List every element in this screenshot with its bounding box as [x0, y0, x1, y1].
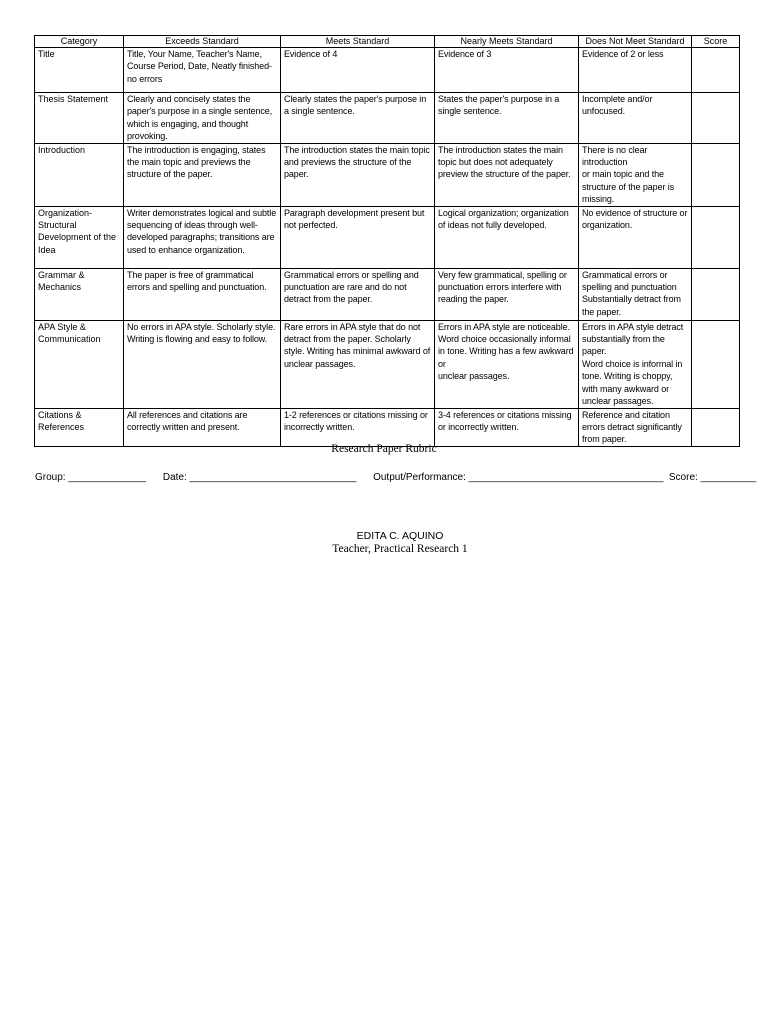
score-cell — [692, 206, 740, 268]
does-not-meet-cell: Errors in APA style detract substantially from the paper. Word choice is informal in tone. Writing is choppy, with many awkward or unclear passages. — [579, 320, 692, 408]
category-cell: Citations & References — [35, 408, 124, 446]
exceeds-cell: All references and citations are correctly written and present. — [124, 408, 281, 446]
form-fill-line: Group: ______________ Date: ______________________________ Output/Performance: ___________________________________ Score: __________ — [35, 472, 757, 483]
does-not-meet-cell: There is no clear introduction or main topic and the structure of the paper is missing. — [579, 143, 692, 206]
exceeds-cell: No errors in APA style. Scholarly style. Writing is flowing and easy to follow. — [124, 320, 281, 408]
nearly-meets-cell: Logical organization; organization of ideas not fully developed. — [435, 206, 579, 268]
meets-cell: Grammatical errors or spelling and punctuation are rare and do not detract from the paper. — [281, 268, 435, 320]
meets-cell: Clearly states the paper's purpose in a single sentence. — [281, 93, 435, 144]
header-exceeds-standard: Exceeds Standard — [124, 36, 281, 48]
category-cell: Grammar & Mechanics — [35, 268, 124, 320]
signatory-title: Teacher, Practical Research 1 — [332, 543, 468, 555]
category-cell: Thesis Statement — [35, 93, 124, 144]
meets-cell: 1-2 references or citations missing or incorrectly written. — [281, 408, 435, 446]
exceeds-cell: Title, Your Name, Teacher's Name, Course Period, Date, Neatly finished- no errors — [124, 48, 281, 93]
category-cell: APA Style & Communication — [35, 320, 124, 408]
header-meets-standard: Meets Standard — [281, 36, 435, 48]
exceeds-cell: Clearly and concisely states the paper's purpose in a single sentence, which is engaging, and thought provoking. — [124, 93, 281, 144]
exceeds-cell: Writer demonstrates logical and subtle sequencing of ideas through well-developed paragraphs; transitions are used to enhance organization. — [124, 206, 281, 268]
rubric-row-introduction — [35, 143, 740, 206]
score-cell — [692, 93, 740, 144]
nearly-meets-cell: The introduction states the main topic but does not adequately preview the structure of the paper. — [435, 143, 579, 206]
nearly-meets-cell: States the paper's purpose in a single sentence. — [435, 93, 579, 144]
rubric-header-row — [35, 36, 740, 48]
header-nearly-meets-standard: Nearly Meets Standard — [435, 36, 579, 48]
category-cell: Organization-Structural Development of the Idea — [35, 206, 124, 268]
score-cell — [692, 143, 740, 206]
does-not-meet-cell: Grammatical errors or spelling and punctuation Substantially detract from the paper. — [579, 268, 692, 320]
does-not-meet-cell: Evidence of 2 or less — [579, 48, 692, 93]
exceeds-cell: The introduction is engaging, states the main topic and previews the structure of the paper. — [124, 143, 281, 206]
meets-cell: The introduction states the main topic and previews the structure of the paper. — [281, 143, 435, 206]
nearly-meets-cell: 3-4 references or citations missing or incorrectly written. — [435, 408, 579, 446]
exceeds-cell: The paper is free of grammatical errors and spelling and punctuation. — [124, 268, 281, 320]
rubric-row-title — [35, 48, 740, 93]
rubric-row-apa-style — [35, 320, 740, 408]
score-cell — [692, 268, 740, 320]
header-category: Category — [35, 36, 124, 48]
nearly-meets-cell: Evidence of 3 — [435, 48, 579, 93]
category-cell: Introduction — [35, 143, 124, 206]
nearly-meets-cell: Very few grammatical, spelling or punctuation errors interfere with reading the paper. — [435, 268, 579, 320]
header-does-not-meet-standard: Does Not Meet Standard — [579, 36, 692, 48]
score-cell — [692, 320, 740, 408]
score-cell — [692, 48, 740, 93]
meets-cell: Evidence of 4 — [281, 48, 435, 93]
rubric-row-thesis-statement — [35, 93, 740, 144]
rubric-row-organization — [35, 206, 740, 268]
signatory-name: EDITA C. AQUINO — [356, 530, 444, 542]
nearly-meets-cell: Errors in APA style are noticeable. Word choice occasionally informal in tone. Writing has a few awkward or unclear passages. — [435, 320, 579, 408]
rubric-row-citations-references — [35, 408, 740, 446]
rubric-row-grammar-mechanics — [35, 268, 740, 320]
rubric-caption: Research Paper Rubric — [331, 443, 437, 455]
does-not-meet-cell: No evidence of structure or organization. — [579, 206, 692, 268]
does-not-meet-cell: Incomplete and/or unfocused. — [579, 93, 692, 144]
does-not-meet-cell: Reference and citation errors detract significantly from paper. — [579, 408, 692, 446]
meets-cell: Rare errors in APA style that do not detract from the paper. Scholarly style. Writing has minimal awkward of unclear passages. — [281, 320, 435, 408]
score-cell — [692, 408, 740, 446]
meets-cell: Paragraph development present but not perfected. — [281, 206, 435, 268]
category-cell: Title — [35, 48, 124, 93]
header-score: Score — [692, 36, 740, 48]
rubric-table — [34, 35, 740, 447]
